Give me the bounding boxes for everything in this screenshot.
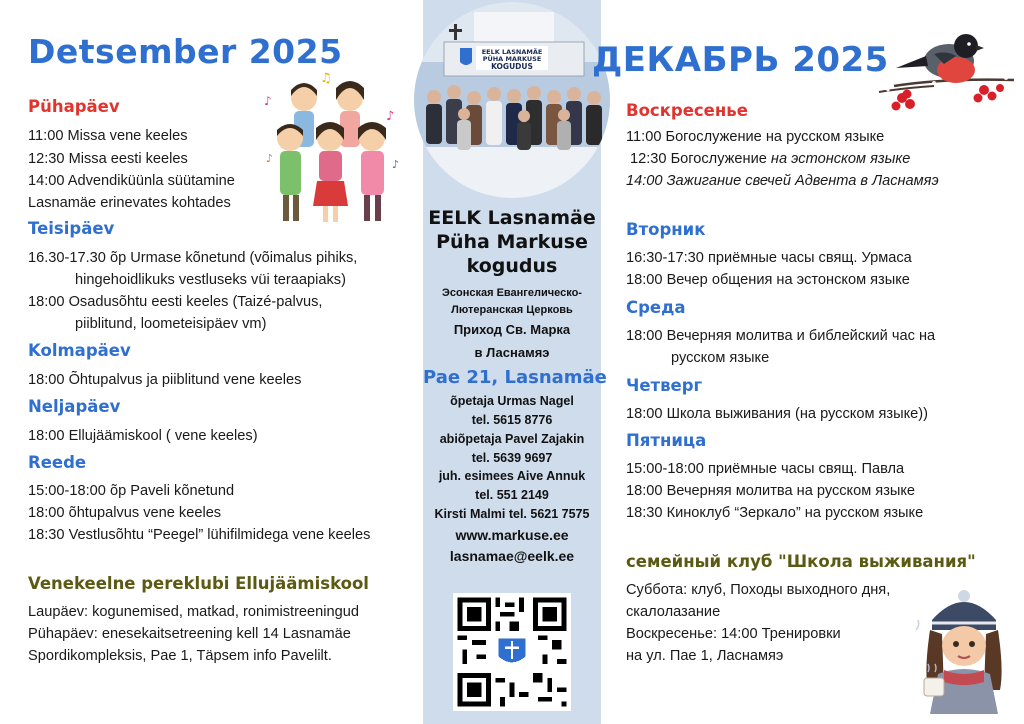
sunday-ru-line-3: 14:00 Зажигание свечей Адвента в Ласнамяэ (626, 173, 939, 189)
girl-with-cup-illustration (914, 590, 1014, 714)
friday-et-line-1: 15:00-18:00 õp Paveli kõnetund (28, 483, 235, 499)
tuesday-et-line-2: hingehoidlikuks vestluseks vüi teraapiaks) (75, 272, 346, 288)
parish-name-line-2: Püha Markuse (436, 231, 588, 253)
contact-line-4: tel. 5639 9697 (471, 451, 553, 465)
svg-text:♪: ♪ (264, 94, 272, 108)
club-ru-line-2: скалолазание (626, 604, 721, 620)
qr-code (453, 593, 571, 711)
svg-text:♪: ♪ (392, 158, 400, 171)
sunday-et-line-4: Lasnamäe erinevates kohtades (28, 195, 231, 211)
heading-thursday-ru: Четверг (626, 376, 703, 395)
title-russian: ДЕКАБРЬ 2025 (592, 40, 889, 80)
choir-children-illustration (262, 70, 402, 230)
contact-line-2: tel. 5615 8776 (471, 413, 553, 427)
contact-line-5: juh. esimees Aive Annuk (438, 469, 586, 483)
sunday-ru-line-2 (630, 148, 910, 171)
contact-line-7: Kirsti Malmi tel. 5621 7575 (434, 507, 590, 521)
church-name-ru-line-2: Лютеранская Церковь (451, 304, 573, 316)
friday-et-line-2: 18:00 õhtupalvus vene keeles (28, 505, 222, 521)
tuesday-et-line-1: 16.30-17.30 õp Urmase kõnetund (võimalus pihiks, (28, 250, 358, 266)
parish-name-ru-line-2: в Ласнамяэ (474, 345, 550, 360)
club-et-line-1: Laupäev: kogunemised, matkad, ronimistreeningud (28, 604, 359, 620)
sunday-ru-line-2-time: 12:30 Богослужение (630, 151, 771, 167)
tuesday-et-line-3: 18:00 Osadusõhtu eesti keeles (Taizé-palvus, (28, 294, 323, 310)
friday-ru-line-3: 18:30 Киноклуб “Зеркало” на русском языке (626, 505, 924, 521)
svg-text:♪: ♪ (386, 109, 395, 124)
heading-friday-ru: Пятница (626, 431, 707, 450)
heading-tuesday-ru: Вторник (626, 220, 706, 239)
parish-name-line-3: kogudus (466, 255, 558, 277)
heading-club-et: Venekeelne pereklubi Ellujäämiskool (28, 574, 369, 593)
email-link[interactable]: lasnamae@eelk.ee (449, 548, 575, 564)
svg-text:♪: ♪ (266, 152, 274, 165)
title-estonian: Detsember 2025 (28, 32, 343, 71)
tuesday-ru-line-2: 18:00 Вечер общения на эстонском языке (626, 272, 910, 288)
church-address: Pae 21, Lasnamäe (423, 367, 607, 388)
contact-line-3: abiõpetaja Pavel Zajakin (439, 432, 585, 446)
friday-et-line-3: 18:30 Vestlusõhtu “Peegel” lühifilmidega vene keeles (28, 527, 371, 543)
sunday-ru-line-2-language: на эстонском языке (770, 151, 911, 167)
heading-sunday-ru: Воскресенье (626, 101, 748, 120)
heading-thursday-et: Neljapäev (28, 397, 121, 416)
website-link[interactable]: www.markuse.ee (455, 527, 569, 543)
tuesday-ru-line-1: 16:30-17:30 приёмные часы свящ. Урмаса (626, 250, 912, 266)
wednesday-ru-line-1: 18:00 Вечерняя молитва и библейский час на (626, 328, 936, 344)
wednesday-ru-line-2: русском языке (671, 350, 770, 366)
heading-tuesday-et: Teisipäev (28, 219, 115, 238)
club-ru-line-4: на ул. Пае 1, Ласнамяэ (626, 648, 784, 664)
thursday-ru-line-1: 18:00 Школа выживания (на русском языке)) (626, 406, 929, 422)
friday-ru-line-1: 15:00-18:00 приёмные часы свящ. Павла (626, 461, 905, 477)
svg-text:♫: ♫ (320, 71, 332, 86)
club-ru-line-3: Воскресенье: 14:00 Тренировки (626, 626, 841, 642)
bullfinch-bird-illustration (874, 20, 1020, 112)
heading-club-ru: семейный клуб "Школа выживания" (626, 552, 976, 571)
heading-wednesday-et: Kolmapäev (28, 341, 131, 360)
church-group-photo (414, 2, 610, 198)
tuesday-et-line-4: piiblitund, loometeisipäev vm) (75, 316, 267, 332)
sign-text-line-3: KOGUDUS (491, 62, 533, 71)
sign-text-line-1: EELK LASNAMÄE (481, 48, 543, 56)
church-name-ru-line-1: Эсонская Евангелическо- (442, 287, 582, 299)
heading-sunday-et: Pühapäev (28, 97, 120, 116)
club-et-line-3: Spordikompleksis, Pae 1, Täpsem info Pavelilt. (28, 648, 332, 664)
wednesday-et-line-1: 18:00 Õhtupalvus ja piiblitund vene keeles (28, 372, 302, 388)
sunday-et-line-2: 12:30 Missa eesti keeles (28, 151, 188, 167)
club-et-line-2: Pühapäev: enesekaitsetreening kell 14 Lasnamäe (28, 626, 351, 642)
sunday-ru-line-1: 11:00 Богослужение на русском языке (626, 129, 885, 145)
friday-ru-line-2: 18:00 Вечерняя молитва на русском языке (626, 483, 916, 499)
parish-name-ru-line-1: Приход Св. Марка (453, 322, 571, 337)
heading-friday-et: Reede (28, 453, 87, 472)
contact-line-1: õpetaja Urmas Nagel (450, 394, 574, 408)
sign-text-line-2: PÜHA MARKUSE (482, 55, 542, 63)
heading-wednesday-ru: Среда (626, 298, 686, 317)
sunday-et-line-3: 14:00 Advendiküünla süütamine (28, 173, 235, 189)
parish-name-line-1: EELK Lasnamäe (428, 207, 596, 229)
club-ru-line-1: Суббота: клуб, Походы выходного дня, (626, 582, 891, 598)
thursday-et-line-1: 18:00 Ellujäämiskool ( vene keeles) (28, 428, 258, 444)
contact-line-6: tel. 551 2149 (475, 488, 549, 502)
sunday-et-line-1: 11:00 Missa vene keeles (28, 128, 188, 144)
